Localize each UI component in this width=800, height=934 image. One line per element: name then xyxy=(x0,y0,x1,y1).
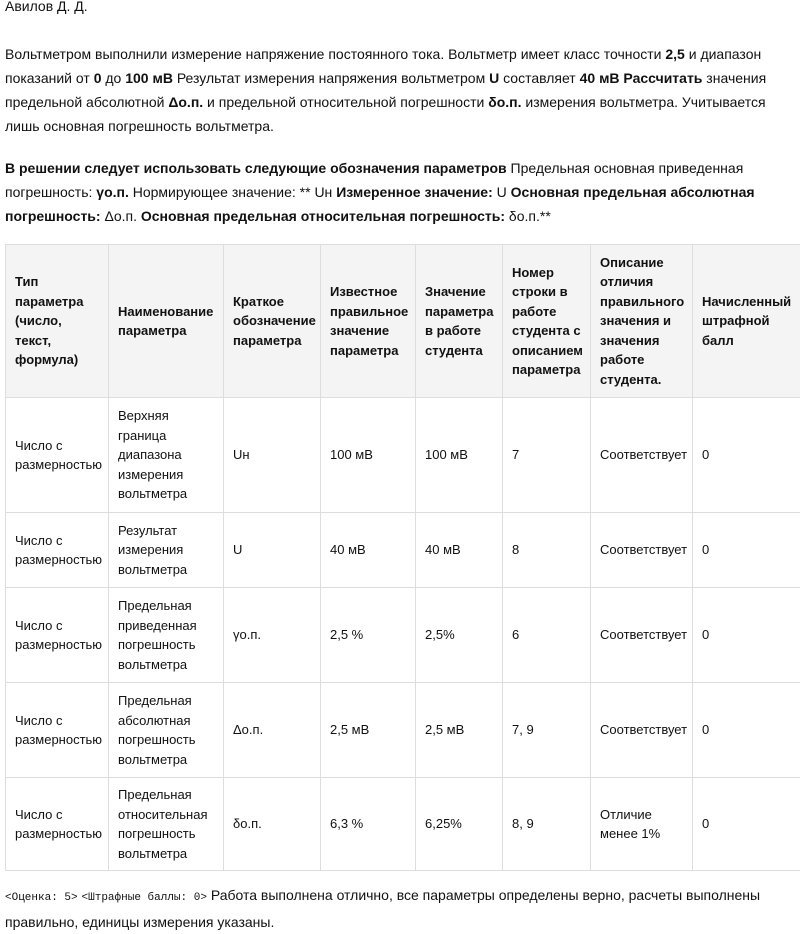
notation-segment: δо.п.** xyxy=(505,208,551,224)
table-cell: 0 xyxy=(693,683,800,778)
table-cell: 0 xyxy=(693,778,800,871)
notation-segment: Измеренное значение: xyxy=(336,184,493,200)
column-header: Описание отличия правильного значения и значения работе студента. xyxy=(591,245,693,398)
table-cell: Число с размерностью xyxy=(6,778,109,871)
task-segment: 0 xyxy=(94,70,102,86)
table-cell: δо.п. xyxy=(224,778,321,871)
table-cell: 6,25% xyxy=(416,778,503,871)
table-row xyxy=(6,683,800,778)
table-cell: Δо.п. xyxy=(224,683,321,778)
table-cell: Предельная относительная погрешность вольтметра xyxy=(109,778,224,871)
task-segment: составляет xyxy=(499,70,579,86)
task-segment: и диапазон показаний от xyxy=(5,46,761,86)
table-cell: Верхняя граница диапазона измерения вольтметра xyxy=(109,398,224,513)
notation-segment: Нормирующее значение: ** Uн xyxy=(129,184,336,200)
table-cell: Соответствует xyxy=(591,588,693,683)
table-cell: 8 xyxy=(503,513,591,588)
task-segment: Вольтметром выполнили измерение напряжение постоянного тока. Вольтметр имеет класс точности xyxy=(5,46,665,62)
table-row xyxy=(6,588,800,683)
table-cell: 8, 9 xyxy=(503,778,591,871)
notation-segment: γо.п. xyxy=(96,184,129,200)
column-header: Краткое обозначение параметра xyxy=(224,245,321,398)
column-header: Известное правильное значение параметра xyxy=(321,245,416,398)
table-cell: Число с размерностью xyxy=(6,398,109,513)
result-summary xyxy=(5,883,800,934)
notation-description xyxy=(5,156,800,228)
notation-segment: Основная предельная относительная погрешность: xyxy=(141,208,505,224)
table-cell: Число с размерностью xyxy=(6,513,109,588)
task-description xyxy=(5,42,800,138)
author-name: Авилов Д. Д. xyxy=(5,0,800,18)
table-cell: 100 мВ xyxy=(321,398,416,513)
table-cell: 0 xyxy=(693,588,800,683)
table-cell: Соответствует xyxy=(591,398,693,513)
task-segment: 100 мВ xyxy=(125,70,173,86)
notation-segment: U xyxy=(493,184,511,200)
table-cell: 2,5 мВ xyxy=(321,683,416,778)
table-cell: 100 мВ xyxy=(416,398,503,513)
table-cell: Число с размерностью xyxy=(6,683,109,778)
table-row xyxy=(6,398,800,513)
parameters-table xyxy=(5,244,800,871)
table-header-row xyxy=(6,245,800,398)
task-segment: 40 мВ Рассчитать xyxy=(580,70,703,86)
column-header: Номер строки в работе студента с описанием параметра xyxy=(503,245,591,398)
column-header: Значение параметра в работе студента xyxy=(416,245,503,398)
task-segment: и предельной относительной погрешности xyxy=(203,94,488,110)
table-cell: 40 мВ xyxy=(416,513,503,588)
task-segment: Результат измерения напряжения вольтметром xyxy=(173,70,489,86)
table-cell: Uн xyxy=(224,398,321,513)
table-cell: 7, 9 xyxy=(503,683,591,778)
table-cell: 6 xyxy=(503,588,591,683)
notation-segment: Предельная основная приведенная погрешность: xyxy=(5,160,743,200)
table-cell: Отличие менее 1% xyxy=(591,778,693,871)
notation-segment: Основная предельная абсолютная погрешность: xyxy=(5,184,755,224)
table-cell: Результат измерения вольтметра xyxy=(109,513,224,588)
table-row xyxy=(6,513,800,588)
table-cell: Соответствует xyxy=(591,683,693,778)
table-cell: γо.п. xyxy=(224,588,321,683)
table-cell: Соответствует xyxy=(591,513,693,588)
notation-segment: В решении следует использовать следующие обозначения параметров xyxy=(5,160,507,176)
table-cell: Число с размерностью xyxy=(6,588,109,683)
column-header: Начисленный штрафной балл xyxy=(693,245,800,398)
table-cell: 0 xyxy=(693,513,800,588)
task-segment: δо.п. xyxy=(488,94,521,110)
table-cell: 2,5 мВ xyxy=(416,683,503,778)
table-cell: Предельная абсолютная погрешность вольтметра xyxy=(109,683,224,778)
table-cell: 0 xyxy=(693,398,800,513)
summary-text: Работа выполнена отлично, все параметры определены верно, расчеты выполнены правильно, единицы измерения указаны. xyxy=(5,887,760,930)
task-segment: U xyxy=(489,70,499,86)
table-row xyxy=(6,778,800,871)
grade-tag: <Оценка: 5> xyxy=(5,892,78,904)
column-header: Наименование параметра xyxy=(109,245,224,398)
task-segment: 2,5 xyxy=(665,46,684,62)
table-cell: U xyxy=(224,513,321,588)
table-cell: Предельная приведенная погрешность вольтметра xyxy=(109,588,224,683)
column-header: Тип параметра (число, текст, формула) xyxy=(6,245,109,398)
table-cell: 2,5% xyxy=(416,588,503,683)
task-segment: Δо.п. xyxy=(168,94,203,110)
table-cell: 6,3 % xyxy=(321,778,416,871)
penalty-tag: <Штрафные баллы: 0> xyxy=(82,892,207,904)
task-segment: измерения вольтметра. Учитывается лишь основная погрешность вольтметра. xyxy=(5,94,766,134)
table-cell: 7 xyxy=(503,398,591,513)
task-segment: до xyxy=(101,70,125,86)
table-cell: 2,5 % xyxy=(321,588,416,683)
table-cell: 40 мВ xyxy=(321,513,416,588)
notation-segment: Δо.п. xyxy=(101,208,141,224)
task-segment: значения предельной абсолютной xyxy=(5,70,766,110)
